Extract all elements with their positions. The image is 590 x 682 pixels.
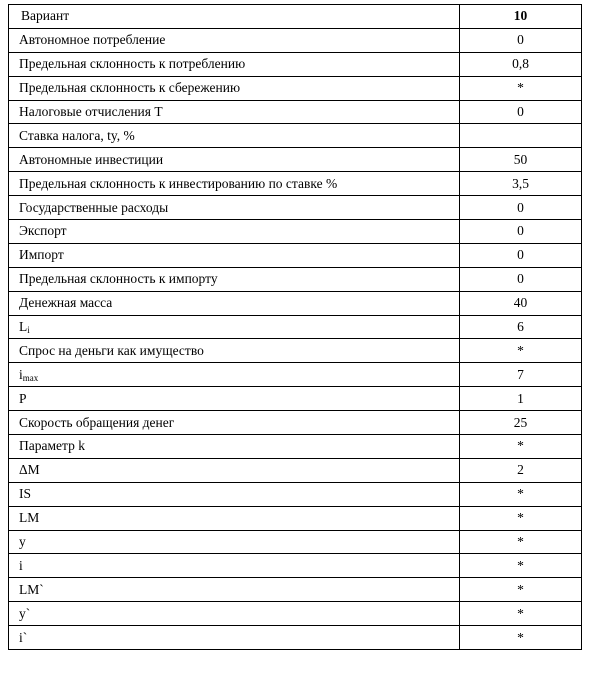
table-row xyxy=(9,554,582,578)
row-label xyxy=(9,291,460,315)
header-row xyxy=(9,5,582,29)
row-value: 0 xyxy=(460,100,582,124)
row-label xyxy=(9,578,460,602)
row-label-text: Автономные инвестиции xyxy=(19,151,164,167)
row-label-text: Предельная склонность к потреблению xyxy=(19,56,246,72)
row-label-text: Денежная масса xyxy=(19,295,113,311)
table-row xyxy=(9,458,582,482)
row-label xyxy=(9,435,460,459)
row-value: 50 xyxy=(460,148,582,172)
table-row xyxy=(9,411,582,435)
row-label xyxy=(9,339,460,363)
row-value: 6 xyxy=(460,315,582,339)
table-row xyxy=(9,387,582,411)
table-row xyxy=(9,148,582,172)
row-label xyxy=(9,506,460,530)
row-label-text: Государственные расходы xyxy=(19,199,169,215)
row-value: * xyxy=(460,530,582,554)
row-label-text: i` xyxy=(19,629,28,645)
table-row xyxy=(9,76,582,100)
row-label-text: i xyxy=(19,557,23,573)
row-label xyxy=(9,458,460,482)
row-label-text: Спрос на деньги как имущество xyxy=(19,342,204,358)
row-value: 0 xyxy=(460,220,582,244)
row-value: 1 xyxy=(460,387,582,411)
table-row xyxy=(9,196,582,220)
table-row xyxy=(9,363,582,387)
row-label xyxy=(9,315,460,339)
row-label xyxy=(9,482,460,506)
row-label-text: ΔM xyxy=(19,462,40,478)
row-label-text: Предельная склонность к инвестированию по ставке % xyxy=(19,175,338,191)
row-value xyxy=(460,124,582,148)
table-row xyxy=(9,220,582,244)
table-row xyxy=(9,124,582,148)
row-value: * xyxy=(460,506,582,530)
table-row xyxy=(9,530,582,554)
row-value: 2 xyxy=(460,458,582,482)
row-value: * xyxy=(460,626,582,650)
row-value: * xyxy=(460,76,582,100)
row-label-text: Предельная склонность к импорту xyxy=(19,271,218,287)
row-label xyxy=(9,172,460,196)
row-label-text: Параметр k xyxy=(19,438,85,454)
table-row xyxy=(9,435,582,459)
row-label xyxy=(9,100,460,124)
row-label-text: LM` xyxy=(19,581,44,597)
row-value: 0 xyxy=(460,196,582,220)
row-label-text: IS xyxy=(19,486,32,502)
table-row xyxy=(9,578,582,602)
row-label xyxy=(9,52,460,76)
row-label-subscript: max xyxy=(22,372,39,383)
table-row xyxy=(9,52,582,76)
row-label xyxy=(9,411,460,435)
row-value: * xyxy=(460,578,582,602)
header-value: 10 xyxy=(460,5,582,29)
row-label xyxy=(9,626,460,650)
row-value: * xyxy=(460,554,582,578)
row-value: 3,5 xyxy=(460,172,582,196)
table-row xyxy=(9,267,582,291)
table-row xyxy=(9,602,582,626)
row-label xyxy=(9,76,460,100)
row-label-text: Экспорт xyxy=(19,223,67,239)
row-value: 0 xyxy=(460,267,582,291)
table-row xyxy=(9,172,582,196)
table-row xyxy=(9,506,582,530)
row-value: 25 xyxy=(460,411,582,435)
row-label-text: y` xyxy=(19,605,31,621)
row-label xyxy=(9,148,460,172)
row-label-text: Предельная склонность к сбережению xyxy=(19,80,241,96)
row-label-subscript: i xyxy=(27,325,30,336)
table-row xyxy=(9,28,582,52)
row-label xyxy=(9,124,460,148)
row-label-text: L xyxy=(19,319,28,335)
row-label-text: Скорость обращения денег xyxy=(19,414,175,430)
row-label-text: Импорт xyxy=(19,247,64,263)
row-label xyxy=(9,243,460,267)
table-row xyxy=(9,291,582,315)
row-label-text: Налоговые отчисления T xyxy=(19,104,163,119)
row-value: * xyxy=(460,602,582,626)
row-value: * xyxy=(460,482,582,506)
row-value: 0 xyxy=(460,243,582,267)
row-label xyxy=(9,602,460,626)
table-row xyxy=(9,315,582,339)
row-label-text: P xyxy=(19,390,27,406)
header-label: Вариант xyxy=(9,5,460,29)
row-label-text: i xyxy=(19,366,23,382)
row-value: 7 xyxy=(460,363,582,387)
table-row xyxy=(9,100,582,124)
table-row xyxy=(9,482,582,506)
table-row xyxy=(9,339,582,363)
row-label xyxy=(9,387,460,411)
parameters-table xyxy=(8,4,582,650)
parameters-table-body xyxy=(9,5,582,650)
row-label xyxy=(9,554,460,578)
row-label xyxy=(9,28,460,52)
row-value: * xyxy=(460,435,582,459)
row-value: * xyxy=(460,339,582,363)
row-label xyxy=(9,530,460,554)
table-row xyxy=(9,626,582,650)
row-label xyxy=(9,267,460,291)
row-value: 0 xyxy=(460,28,582,52)
row-label xyxy=(9,363,460,387)
row-label-text: Ставка налога, ty, % xyxy=(19,127,135,143)
row-label xyxy=(9,220,460,244)
row-label xyxy=(9,196,460,220)
row-label-text: Автономное потребление xyxy=(19,32,166,48)
row-value: 0,8 xyxy=(460,52,582,76)
row-label-text: y xyxy=(19,534,26,550)
row-value: 40 xyxy=(460,291,582,315)
table-row xyxy=(9,243,582,267)
row-label-text: LM xyxy=(19,510,40,526)
